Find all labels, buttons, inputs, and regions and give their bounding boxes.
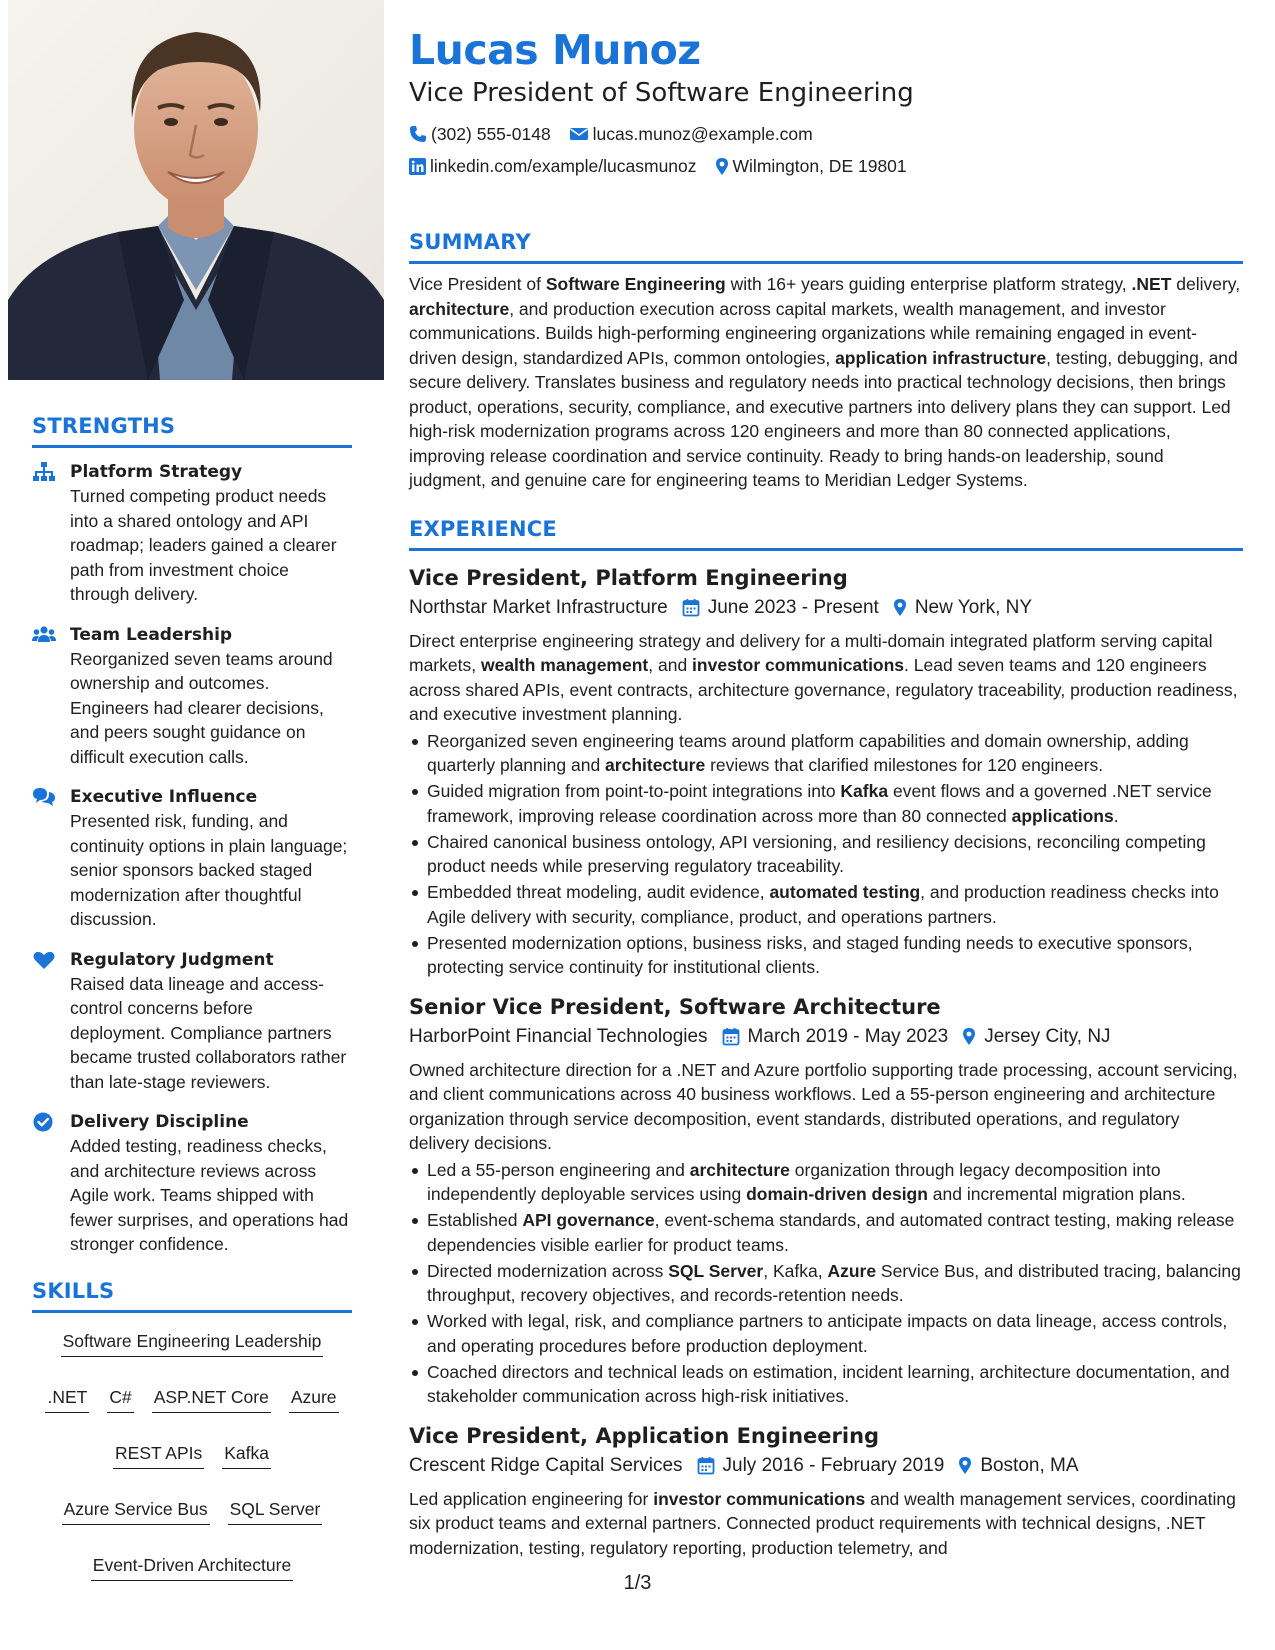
map-pin-icon [962, 1027, 976, 1046]
experience-rule [409, 548, 1243, 551]
strength-desc: Raised data lineage and access-control concerns before deployment. Compliance partners became trusted collaborators rather than late-stage reviewers. [70, 973, 347, 1092]
bold-term: architecture [689, 1159, 790, 1180]
strength-desc: Added testing, readiness checks, and architecture reviews across Agile work. Teams shipped with fewer surprises, and operations had stronger confidence. [70, 1136, 349, 1254]
map-pin-icon [958, 1456, 972, 1475]
job-location: New York, NY [914, 596, 1033, 618]
job-location: Jersey City, NJ [984, 1025, 1111, 1047]
bold-term: domain-driven design [746, 1184, 928, 1204]
phone-text: (302) 555-0148 [431, 124, 551, 144]
job-company: HarborPoint Financial Technologies [409, 1025, 708, 1047]
strength-title: Team Leadership [70, 624, 233, 645]
strength-desc: Presented risk, funding, and continuity options in plain language; senior sponsors backed staged modernization after thoughtful discussion. [70, 811, 348, 929]
job-title: Senior Vice President, Software Architecture [409, 994, 941, 1019]
job-dates: June 2023 - Present [707, 596, 879, 618]
strength-item [32, 1110, 352, 1257]
job-bullet: Worked with legal, risk, and compliance partners to anticipate impacts on data lineage, access controls, and operating procedures before production deployment. [409, 1309, 1243, 1358]
job-bullet: Directed modernization across SQL Server, Kafka, Azure Service Bus, and distributed tracing, balancing throughput, recovery objectives, and records-retention needs. [409, 1259, 1243, 1308]
job-entry [409, 992, 1243, 1409]
job-location: Boston, MA [980, 1454, 1079, 1476]
strength-title: Platform Strategy [70, 462, 243, 482]
skill-tag: Kafka [222, 1441, 271, 1469]
job-bullet: Chaired canonical business ontology, API versioning, and resiliency decisions, reconciling competing product needs while preserving regulatory traceability. [409, 830, 1243, 879]
sidebar [0, 0, 384, 1650]
experience-section [409, 517, 1243, 1561]
bold-term: wealth management [480, 655, 649, 675]
bold-term: API governance [522, 1210, 655, 1230]
main-content [409, 24, 1243, 1560]
bold-term: automated testing [769, 882, 921, 902]
job-dates: March 2019 - May 2023 [747, 1025, 949, 1047]
job-bullet: Established API governance, event-schema standards, and automated contract testing, making release dependencies visible earlier for product teams. [409, 1208, 1243, 1257]
bold-term: investor communications [653, 1488, 866, 1509]
strength-title: Executive Influence [70, 787, 258, 807]
job-bullet: Presented modernization options, business risks, and staged funding needs to executive sponsors, protecting service continuity for institutional clients. [409, 931, 1243, 980]
bold-term: Kafka [840, 781, 889, 801]
skill-tag: C# [107, 1385, 133, 1413]
linkedin-icon [409, 158, 426, 175]
job-bullet: Coached directors and technical leads on estimation, incident learning, architecture documentation, and stakeholder communication across high-risk initiatives. [409, 1360, 1243, 1409]
envelope-icon [569, 126, 589, 142]
bold-term: Azure [827, 1260, 877, 1281]
location-text: Wilmington, DE 19801 [732, 156, 907, 176]
strength-desc: Reorganized seven teams around ownership and outcomes. Engineers had clearer decisions, and peers sought guidance on difficult execution calls. [70, 648, 333, 767]
profile-photo [8, 0, 384, 380]
strength-title: Delivery Discipline [70, 1112, 249, 1132]
bold-term: architecture [409, 298, 510, 319]
job-summary: Led application engineering for investor communications and wealth management services, coordinating six product teams and external partners. Connected product requirements with technical designs, .NET modernization, testing, regulatory reporting, production telemetry, and [409, 1488, 1236, 1558]
strengths-list [32, 460, 352, 1257]
bold-term: investor communications [692, 655, 905, 675]
skill-tag: Azure [289, 1385, 339, 1413]
location-contact [715, 150, 907, 182]
summary-rule [409, 261, 1243, 264]
bold-term: SQL Server [668, 1260, 764, 1281]
candidate-name: Lucas Munoz [409, 26, 701, 74]
email-text[interactable]: lucas.munoz@example.com [592, 124, 813, 144]
job-bullet: Embedded threat modeling, audit evidence, automated testing, and production readiness checks into Agile delivery with security, compliance, product, and operations partners. [409, 880, 1243, 929]
strength-item [32, 460, 352, 607]
strength-item [32, 785, 352, 932]
heart-icon [32, 949, 56, 971]
contact-info [409, 118, 1243, 182]
bold-term: application infrastructure [835, 347, 1047, 368]
skills-list [32, 1325, 352, 1585]
summary-heading: SUMMARY [409, 230, 531, 254]
map-pin-icon [893, 598, 907, 617]
skill-tag: Software Engineering Leadership [61, 1329, 324, 1357]
sitemap-icon [32, 461, 56, 483]
calendar-icon [697, 1456, 715, 1475]
job-bullets [409, 729, 1243, 980]
strengths-section [32, 414, 352, 1257]
phone-contact [409, 118, 551, 150]
linkedin-contact[interactable] [409, 150, 697, 182]
calendar-icon [682, 598, 700, 617]
summary-text: Vice President of Software Engineering with 16+ years guiding enterprise platform strategy, .NET delivery, architecture, and production execution across capital markets, wealth management, and investor communications. Builds high-performing engineering organizations while remaining engaged in event-driven design, standardized APIs, common ontologies, application infrastructure, testing, debugging, and secure delivery. Translates business and regulatory needs into practical technology decisions, then brings product, operations, security, compliance, and executive partners into delivery plans they can support. Led high-risk modernization programs across 120 engineers and more than 80 connected applications, improving release coordination and service continuity. Ready to bring hands-on leadership, sound judgment, and genuine care for engineering teams to Meridian Ledger Systems. [409, 274, 1241, 490]
skill-tag: Event-Driven Architecture [91, 1553, 293, 1581]
strength-item [32, 948, 352, 1095]
check-circle-icon [32, 1111, 56, 1133]
strength-desc: Turned competing product needs into a shared ontology and API roadmap; leaders gained a clearer path from investment choice through delivery. [70, 486, 337, 604]
skills-rule [32, 1310, 352, 1313]
comments-icon [32, 786, 56, 808]
strength-title: Regulatory Judgment [70, 949, 274, 970]
strengths-rule [32, 445, 352, 448]
skill-tag: Azure Service Bus [62, 1497, 210, 1525]
experience-heading: EXPERIENCE [409, 516, 557, 541]
job-summary: Owned architecture direction for a .NET and Azure portfolio supporting trade processing, account servicing, and client communications across 40 business workflows. Led a 55-person engineering and architecture organization through service decomposition, event standards, distributed operations, and regulatory delivery decisions. [409, 1059, 1238, 1153]
job-bullets [409, 1158, 1243, 1409]
job-title: Vice President, Platform Engineering [409, 565, 848, 590]
skill-tag: .NET [45, 1385, 89, 1413]
skill-tag: ASP.NET Core [152, 1385, 271, 1413]
bold-term: Software Engineering [545, 274, 726, 294]
skill-tag: REST APIs [113, 1441, 204, 1469]
candidate-headline: Vice President of Software Engineering [409, 78, 914, 108]
job-dates: July 2016 - February 2019 [722, 1454, 945, 1476]
job-bullet: Reorganized seven engineering teams around platform capabilities and domain ownership, adding quarterly planning and architecture reviews that clarified milestones for 120 engineers. [409, 729, 1243, 778]
job-summary: Direct enterprise engineering strategy and delivery for a multi-domain integrated platform serving capital markets, wealth management, and investor communications. Lead seven teams and 120 engineers across shared APIs, event contracts, architecture governance, regulatory traceability, production readiness, and executive investment planning. [409, 630, 1238, 724]
bold-term: applications [1011, 805, 1114, 826]
strength-item [32, 623, 352, 770]
linkedin-text[interactable]: linkedin.com/example/lucasmunoz [430, 156, 697, 176]
bold-term: .NET [1131, 274, 1172, 294]
job-company: Crescent Ridge Capital Services [409, 1454, 683, 1476]
skill-tag: SQL Server [228, 1497, 323, 1525]
job-meta [409, 1451, 1243, 1481]
job-meta [409, 1022, 1243, 1052]
job-bullet: Guided migration from point-to-point integrations into Kafka event flows and a governed .NET service framework, improving release coordination across more than 80 connected applications. [409, 779, 1243, 828]
map-pin-icon [715, 157, 729, 176]
strengths-heading: STRENGTHS [32, 414, 176, 438]
calendar-icon [722, 1027, 740, 1046]
job-title: Vice President, Application Engineering [409, 1423, 880, 1448]
phone-icon [409, 125, 427, 143]
skills-heading: SKILLS [32, 1278, 115, 1303]
sidebar-content [32, 414, 352, 1585]
summary-section [409, 230, 1243, 493]
job-company: Northstar Market Infrastructure [409, 596, 668, 618]
job-meta [409, 593, 1243, 623]
job-bullet: Led a 55-person engineering and architecture organization through legacy decomposition into independently deployable services using domain-driven design and incremental migration plans. [409, 1158, 1243, 1207]
page-number: 1/3 [623, 1572, 652, 1594]
job-entry [409, 1421, 1243, 1561]
bold-term: architecture [605, 755, 706, 775]
job-entry [409, 563, 1243, 980]
email-contact[interactable] [569, 118, 813, 150]
skills-section [32, 1279, 352, 1585]
users-icon [32, 624, 56, 646]
